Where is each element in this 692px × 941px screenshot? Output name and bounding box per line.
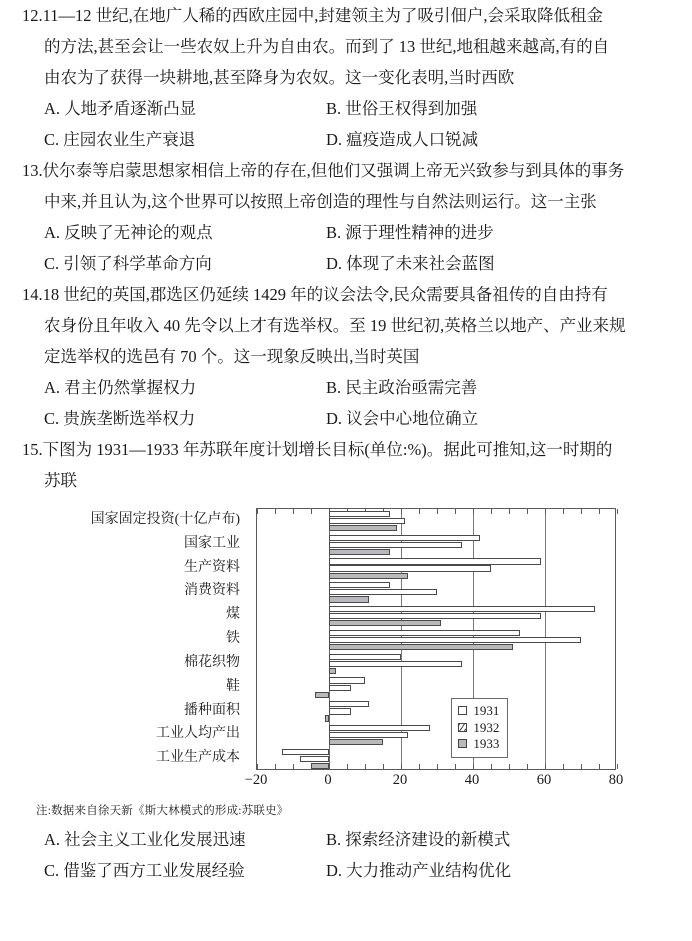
chart-category-label: 播种面积 — [184, 702, 240, 718]
chart-axis-tick — [599, 764, 600, 769]
chart-axis-tick — [617, 509, 618, 514]
chart-axis-tick — [509, 509, 510, 514]
chart-axis-tick — [491, 509, 492, 514]
option-12-a[interactable]: A. 人地矛盾逐渐凸显 — [44, 99, 197, 118]
chart-bar — [329, 739, 383, 745]
chart-bar — [329, 558, 541, 564]
option-row — [44, 248, 678, 279]
chart-category-label: 铁 — [226, 631, 240, 647]
chart-axis-tick — [473, 764, 474, 769]
chart-category-labels — [0, 500, 248, 770]
chart-axis-tick — [257, 764, 258, 769]
chart-axis-tick — [563, 764, 564, 769]
chart-bar — [329, 542, 462, 548]
chart-axis-tick — [311, 509, 312, 514]
question-12-number: 12. — [22, 6, 43, 25]
option-12-d[interactable]: D. 瘟疫造成人口锐减 — [326, 130, 479, 149]
chart-axis-tick — [293, 764, 294, 769]
chart-bar — [329, 668, 336, 674]
question-15 — [0, 434, 692, 496]
chart-bar — [329, 549, 390, 555]
chart-category-label: 国家工业 — [184, 535, 240, 551]
question-13-number: 13. — [22, 161, 43, 180]
chart-bar — [282, 749, 329, 755]
option-row — [44, 403, 678, 434]
chart-axis-tick — [617, 764, 618, 769]
chart-bar — [329, 685, 351, 691]
chart-category-label: 工业人均产出 — [156, 726, 240, 742]
question-12-line-2: 的方法,甚至会让一些农奴上升为自由农。而到了 13 世纪,地租越来越高,有的自 — [44, 37, 610, 56]
chart-plot-area — [256, 508, 616, 770]
chart-axis-tick — [473, 509, 474, 514]
option-13-b[interactable]: B. 源于理性精神的进步 — [326, 223, 494, 242]
option-15-a[interactable]: A. 社会主义工业化发展迅速 — [44, 830, 246, 849]
chart-axis-tick — [419, 764, 420, 769]
question-12-line-1: 11—12 世纪,在地广人稀的西欧庄园中,封建领主为了吸引佃户,会采取降低租金 — [42, 6, 604, 25]
chart-axis-tick — [329, 764, 330, 769]
chart-bar — [329, 565, 491, 571]
chart-axis-tick — [419, 509, 420, 514]
option-13-a[interactable]: A. 反映了无神论的观点 — [44, 223, 213, 242]
chart-category-label: 鞋 — [226, 678, 240, 694]
chart-axis-tick — [491, 764, 492, 769]
chart-bar — [329, 518, 405, 524]
question-15-number: 15. — [22, 440, 43, 459]
chart-bar — [329, 620, 441, 626]
chart-axis-tick — [581, 509, 582, 514]
question-13 — [0, 155, 692, 279]
chart-x-tick-label: 40 — [464, 772, 480, 788]
chart-bar — [329, 677, 365, 683]
option-14-b[interactable]: B. 民主政治亟需完善 — [326, 378, 478, 397]
chart-axis-tick — [257, 509, 258, 514]
question-12 — [0, 0, 692, 155]
question-14-number: 14. — [22, 285, 43, 304]
option-15-b[interactable]: B. 探索经济建设的新模式 — [326, 830, 511, 849]
chart-bar — [329, 535, 480, 541]
legend-item — [458, 736, 499, 751]
chart-bar — [329, 644, 513, 650]
chart-bar — [329, 725, 430, 731]
chart-x-axis-labels — [244, 772, 624, 794]
soviet-growth-targets-chart — [0, 500, 692, 800]
option-15-d[interactable]: D. 大力推动产业结构优化 — [326, 861, 512, 880]
chart-x-tick-label: 20 — [392, 772, 408, 788]
chart-category-label: 消费资料 — [184, 583, 240, 599]
chart-bar — [329, 582, 390, 588]
option-13-d[interactable]: D. 体现了未来社会蓝图 — [326, 254, 495, 273]
chart-axis-tick — [437, 509, 438, 514]
chart-axis-tick — [383, 764, 384, 769]
chart-x-tick-label: 60 — [536, 772, 552, 788]
chart-axis-tick — [455, 509, 456, 514]
question-14-options — [22, 372, 678, 434]
chart-axis-tick — [401, 764, 402, 769]
option-row — [44, 217, 678, 248]
chart-axis-tick — [275, 509, 276, 514]
question-15-line-2: 苏联 — [44, 471, 77, 490]
chart-bar — [329, 661, 462, 667]
chart-axis-tick — [563, 509, 564, 514]
legend-label: 1932 — [473, 719, 500, 735]
option-14-c[interactable]: C. 贵族垄断选举权力 — [44, 409, 196, 428]
chart-bar — [329, 701, 369, 707]
chart-bar — [325, 715, 329, 721]
chart-bar — [329, 732, 408, 738]
question-13-line-2: 中来,并且认为,这个世界可以按照上帝创造的理性与自然法则运行。这一主张 — [44, 192, 597, 211]
chart-x-tick-label: −20 — [244, 772, 268, 788]
option-14-d[interactable]: D. 议会中心地位确立 — [326, 409, 479, 428]
chart-axis-tick — [581, 764, 582, 769]
legend-label: 1931 — [473, 703, 500, 719]
chart-category-label: 国家固定投资(十亿卢布) — [90, 512, 240, 527]
chart-axis-tick — [455, 764, 456, 769]
option-row — [44, 372, 678, 403]
legend-swatch-1932 — [458, 723, 467, 732]
chart-axis-tick — [437, 764, 438, 769]
chart-axis-tick — [599, 509, 600, 514]
chart-axis-tick — [401, 509, 402, 514]
chart-bar — [329, 613, 541, 619]
chart-axis-tick — [527, 764, 528, 769]
option-15-c[interactable]: C. 借鉴了西方工业发展经验 — [44, 861, 245, 880]
chart-bar — [329, 525, 397, 531]
legend-swatch-1931 — [458, 706, 467, 715]
chart-axis-tick — [545, 764, 546, 769]
chart-bar — [329, 573, 408, 579]
question-15-options-wrap — [0, 824, 692, 886]
option-13-c[interactable]: C. 引领了科学革命方向 — [44, 254, 212, 273]
chart-source-note: 注:数据来自徐天新《斯大林模式的形成:苏联史》 — [36, 805, 289, 817]
chart-legend — [451, 698, 508, 758]
question-12-stem — [22, 0, 678, 93]
chart-axis-tick — [365, 764, 366, 769]
chart-bar — [300, 756, 329, 762]
question-15-line-1: 下图为 1931—1933 年苏联年度计划增长目标(单位:%)。据此可推知,这一时期的 — [42, 440, 613, 459]
chart-bar — [311, 763, 329, 769]
chart-bar — [329, 596, 369, 602]
question-14-line-1: 18 世纪的英国,郡选区仍延续 1429 年的议会法令,民众需要具备祖传的自由持有 — [42, 285, 608, 304]
chart-axis-tick — [347, 764, 348, 769]
chart-category-label: 棉花织物 — [184, 654, 240, 670]
question-14-stem — [22, 279, 678, 372]
question-15-options — [22, 824, 678, 886]
chart-category-label: 工业生产成本 — [156, 750, 240, 766]
question-15-stem — [22, 434, 678, 496]
question-14-line-3: 定选举权的选邑有 70 个。这一现象反映出,当时英国 — [44, 347, 420, 366]
chart-axis-tick — [545, 509, 546, 514]
chart-category-label: 煤 — [226, 607, 240, 623]
chart-axis-tick — [527, 509, 528, 514]
option-14-a[interactable]: A. 君主仍然掌握权力 — [44, 378, 197, 397]
chart-x-tick-label: 80 — [608, 772, 624, 788]
question-14-line-2: 农身份且年收入 40 先令以上才有选举权。至 19 世纪初,英格兰以地产、产业来规 — [44, 316, 626, 335]
legend-item — [458, 703, 499, 718]
chart-axis-tick — [293, 509, 294, 514]
option-12-c[interactable]: C. 庄园农业生产衰退 — [44, 130, 196, 149]
chart-bar — [315, 692, 329, 698]
question-12-options — [22, 93, 678, 155]
legend-swatch-1933 — [458, 739, 467, 748]
chart-bar — [329, 708, 351, 714]
chart-bar — [329, 630, 520, 636]
chart-axis-tick — [275, 764, 276, 769]
option-row — [44, 855, 678, 886]
question-13-options — [22, 217, 678, 279]
option-row — [44, 93, 678, 124]
chart-bar — [329, 654, 401, 660]
question-14 — [0, 279, 692, 434]
option-12-b[interactable]: B. 世俗王权得到加强 — [326, 99, 478, 118]
chart-bar — [329, 606, 595, 612]
chart-axis-tick — [509, 764, 510, 769]
chart-category-label: 生产资料 — [184, 559, 240, 575]
question-12-line-3: 由农为了获得一块耕地,甚至降身为农奴。这一变化表明,当时西欧 — [44, 68, 515, 87]
option-row — [44, 124, 678, 155]
chart-bar — [329, 589, 437, 595]
question-13-stem — [22, 155, 678, 217]
question-13-line-1: 伏尔泰等启蒙思想家相信上帝的存在,但他们又强调上帝无兴致参与到具体的事务 — [42, 161, 625, 180]
chart-x-tick-label: 0 — [324, 772, 332, 788]
option-row — [44, 824, 678, 855]
chart-bar — [329, 511, 390, 517]
legend-item — [458, 720, 499, 735]
legend-label: 1933 — [473, 736, 500, 752]
chart-bar — [329, 637, 581, 643]
